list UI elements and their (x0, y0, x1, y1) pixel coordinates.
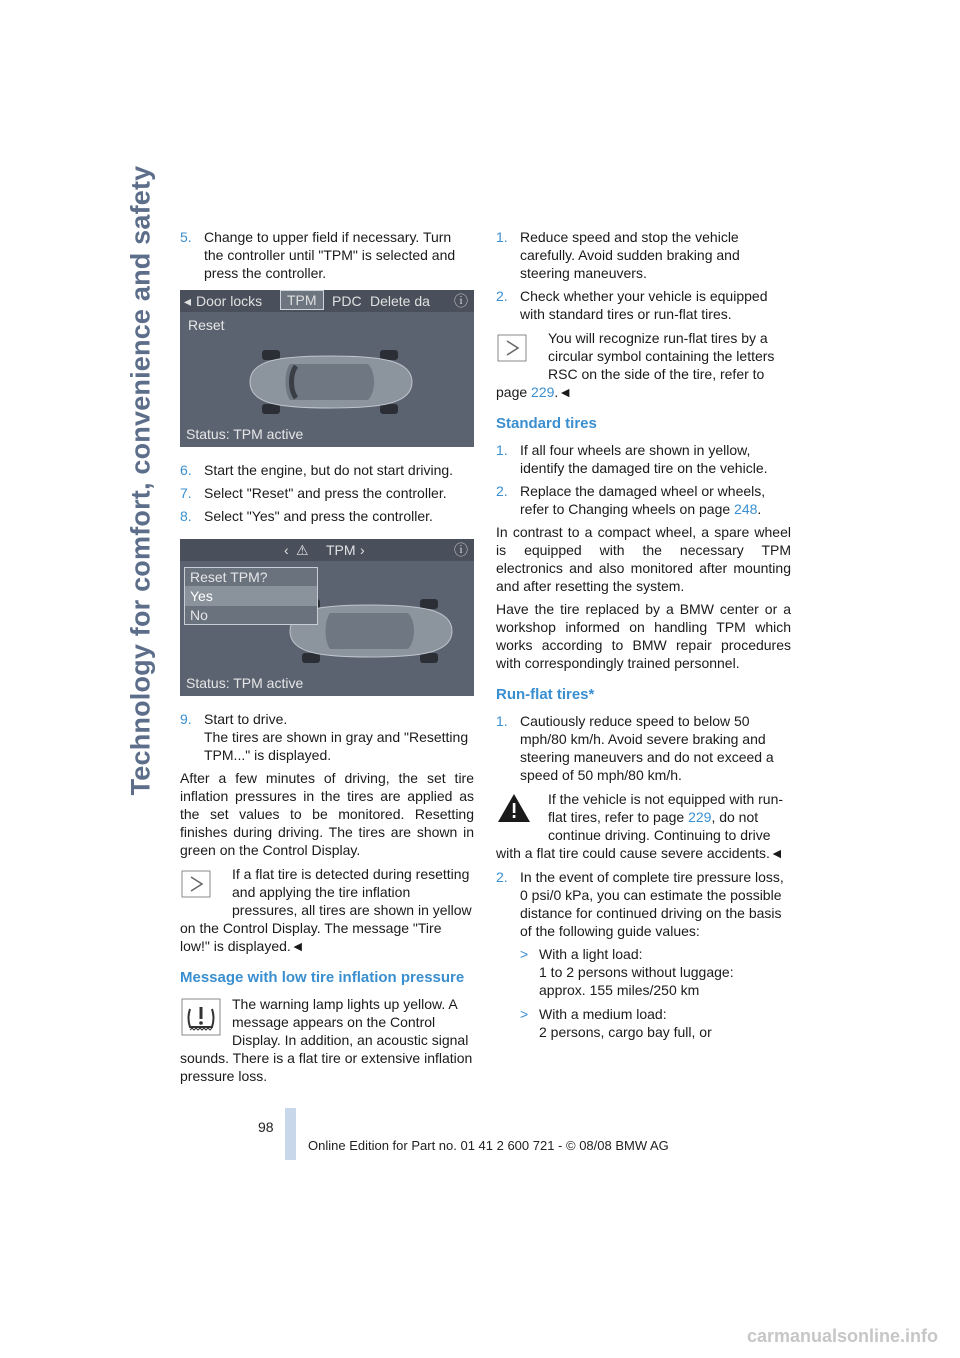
step-5 (180, 228, 474, 282)
step-text: In the event of complete tire pressure loss, 0 psi/0 kPa, you can estimate the possible distance for continued driving on the basis of the following guide values: (520, 869, 784, 939)
std-step-2 (496, 482, 791, 518)
end-marker: .◄ (554, 384, 573, 400)
paragraph: Have the tire replaced by a BMW center or a workshop informed on handling TPM which works according to BMW repair procedures with correspondingly trained personnel. (496, 601, 791, 671)
tab-delete-data: Delete da (370, 293, 430, 309)
bullet-arrow: > (520, 946, 529, 962)
tire-pressure-warning-icon (180, 995, 232, 1039)
section-side-title (118, 60, 164, 900)
std-step-1 (496, 441, 791, 477)
note-arrow-icon (180, 865, 232, 903)
note-text-end: , do not continue driving. Continuing to drive with a flat tire could cause severe accidents.◄ (496, 809, 784, 861)
left-column (180, 228, 492, 1091)
reset-field: Reset (188, 317, 225, 333)
status-text: Status: TPM active (186, 675, 304, 691)
reset-tpm-menu (184, 567, 318, 625)
step-number: 1. (496, 713, 508, 729)
step-number: 7. (180, 485, 192, 501)
step-text: Replace the damaged wheel or wheels, refer to Changing wheels on page (520, 483, 766, 517)
step-text: Start the engine, but do not start driving. (204, 462, 454, 478)
display-title: TPM (326, 542, 356, 558)
control-display-screenshot-reset (180, 539, 492, 696)
step-number: 9. (180, 711, 192, 727)
warning-triangle-icon (496, 790, 548, 828)
menu-item-no: No (190, 607, 208, 623)
section-heading: Run-flat tires* (496, 686, 595, 703)
step-number: 8. (180, 508, 192, 524)
note-text: The warning lamp lights up yellow. A message appears on the Control Display. In addition, an acoustic signal sounds. There is a flat tire or extensive inflation pressure loss. (180, 996, 473, 1084)
info-icon: ⓘ (454, 293, 468, 309)
side-title-text: Technology for comfort, convenience and safety (125, 165, 156, 795)
status-text: Status: TPM active (186, 426, 304, 442)
info-icon: ⓘ (454, 542, 468, 558)
step-1 (496, 228, 791, 282)
back-arrow-icon: ◂ (184, 293, 192, 309)
section-heading: Standard tires (496, 415, 597, 432)
end-punctuation: . (757, 501, 762, 517)
step-6 (180, 461, 474, 479)
step-8 (180, 507, 474, 525)
right-column (496, 228, 791, 1047)
rf-step-2 (496, 868, 791, 940)
step-number: 1. (496, 229, 508, 245)
tab-door-locks: Door locks (196, 293, 263, 309)
note-arrow-icon (496, 329, 548, 367)
note-text: If the vehicle is not equipped with run-flat tires, refer to page (548, 791, 784, 825)
sub-line: 2 persons, cargo bay full, or (539, 1024, 712, 1040)
note-text: If a flat tire is detected during resetting and applying the tire inflation pressures, all tires are shown in yellow on the Control Display. The message "Tire low!" is displayed. (180, 866, 472, 954)
car-tire-icon: ⚠ (296, 542, 309, 558)
footer-edition-text: Online Edition for Part no. 01 41 2 600 721 - © 08/08 BMW AG (308, 1138, 669, 1153)
forward-arrow-icon: › (360, 542, 365, 558)
page-link-229[interactable]: 229 (531, 384, 555, 400)
tab-tpm: TPM (280, 290, 324, 310)
step-number: 1. (496, 442, 508, 458)
step-number: 2. (496, 288, 508, 304)
sub-line: With a light load: (539, 946, 643, 962)
bullet-arrow: > (520, 1006, 529, 1022)
back-arrow-icon: ‹ (284, 542, 289, 558)
step-text: Select "Reset" and press the controller. (204, 485, 447, 501)
note-box (180, 865, 474, 955)
sub-line: 1 to 2 persons without luggage: (539, 964, 734, 980)
sub-line: With a medium load: (539, 1006, 667, 1022)
watermark: carmanualsonline.info (746, 1326, 938, 1346)
step-text: Start to drive. (204, 711, 288, 727)
load-item-light (496, 945, 791, 999)
section-heading: Message with low tire inflation pressure (180, 969, 465, 986)
sub-line: approx. 155 miles/250 km (539, 982, 700, 998)
step-text: Select "Yes" and press the controller. (204, 508, 433, 524)
image-code: MV04576EN (486, 330, 492, 365)
step-text-detail: The tires are shown in gray and "Resetting TPM..." is displayed. (204, 729, 469, 763)
paragraph: In contrast to a compact wheel, a spare wheel is equipped with the necessary TPM electronics and also monitored after mounting and after resetting the system. (496, 524, 791, 594)
warning-note (496, 790, 791, 862)
step-text: If all four wheels are shown in yellow, identify the damaged tire on the vehicle. (520, 442, 768, 476)
footer-accent-bar (285, 1108, 296, 1160)
menu-title: Reset TPM? (185, 568, 317, 587)
step-text: Reduce speed and stop the vehicle carefully. Avoid sudden braking and steering maneuvers. (520, 229, 740, 281)
rf-step-1 (496, 712, 791, 784)
car-top-view-icon (240, 342, 420, 422)
page-number: 98 (258, 1119, 274, 1135)
step-text: Change to upper field if necessary. Turn the controller until "TPM" is selected and press the controller. (204, 229, 456, 281)
step-2 (496, 287, 791, 323)
end-marker: ◄ (290, 938, 305, 954)
step-9 (180, 710, 474, 764)
menu-item-yes: Yes (185, 587, 317, 606)
warning-lamp-note (180, 995, 474, 1085)
paragraph: After a few minutes of driving, the set tire inflation pressures in the tires are applied as the set values to be monitored. Resetting finishes during driving. The tires are shown in green on the Control Display. (180, 770, 474, 858)
step-text: Check whether your vehicle is equipped with standard tires or run-flat tires. (520, 288, 768, 322)
load-item-medium (496, 1005, 791, 1041)
note-text: You will recognize run-flat tires by a circular symbol containing the letters RSC on the side of the tire, refer to page (496, 330, 775, 400)
page-link-229[interactable]: 229 (688, 809, 712, 825)
step-7 (180, 484, 474, 502)
note-box (496, 329, 791, 401)
image-code: MV04577EN (486, 579, 492, 614)
step-number: 6. (180, 462, 192, 478)
page-link-248[interactable]: 248 (734, 501, 758, 517)
tab-pdc: PDC (332, 293, 362, 309)
step-text: Cautiously reduce speed to below 50 mph/80 km/h. Avoid severe braking and steering maneuvers and do not exceed a speed of 50 mph/80 km/h. (520, 713, 774, 783)
step-number: 5. (180, 229, 192, 245)
control-display-screenshot-tpm (180, 290, 492, 447)
step-number: 2. (496, 869, 508, 885)
step-number: 2. (496, 483, 508, 499)
